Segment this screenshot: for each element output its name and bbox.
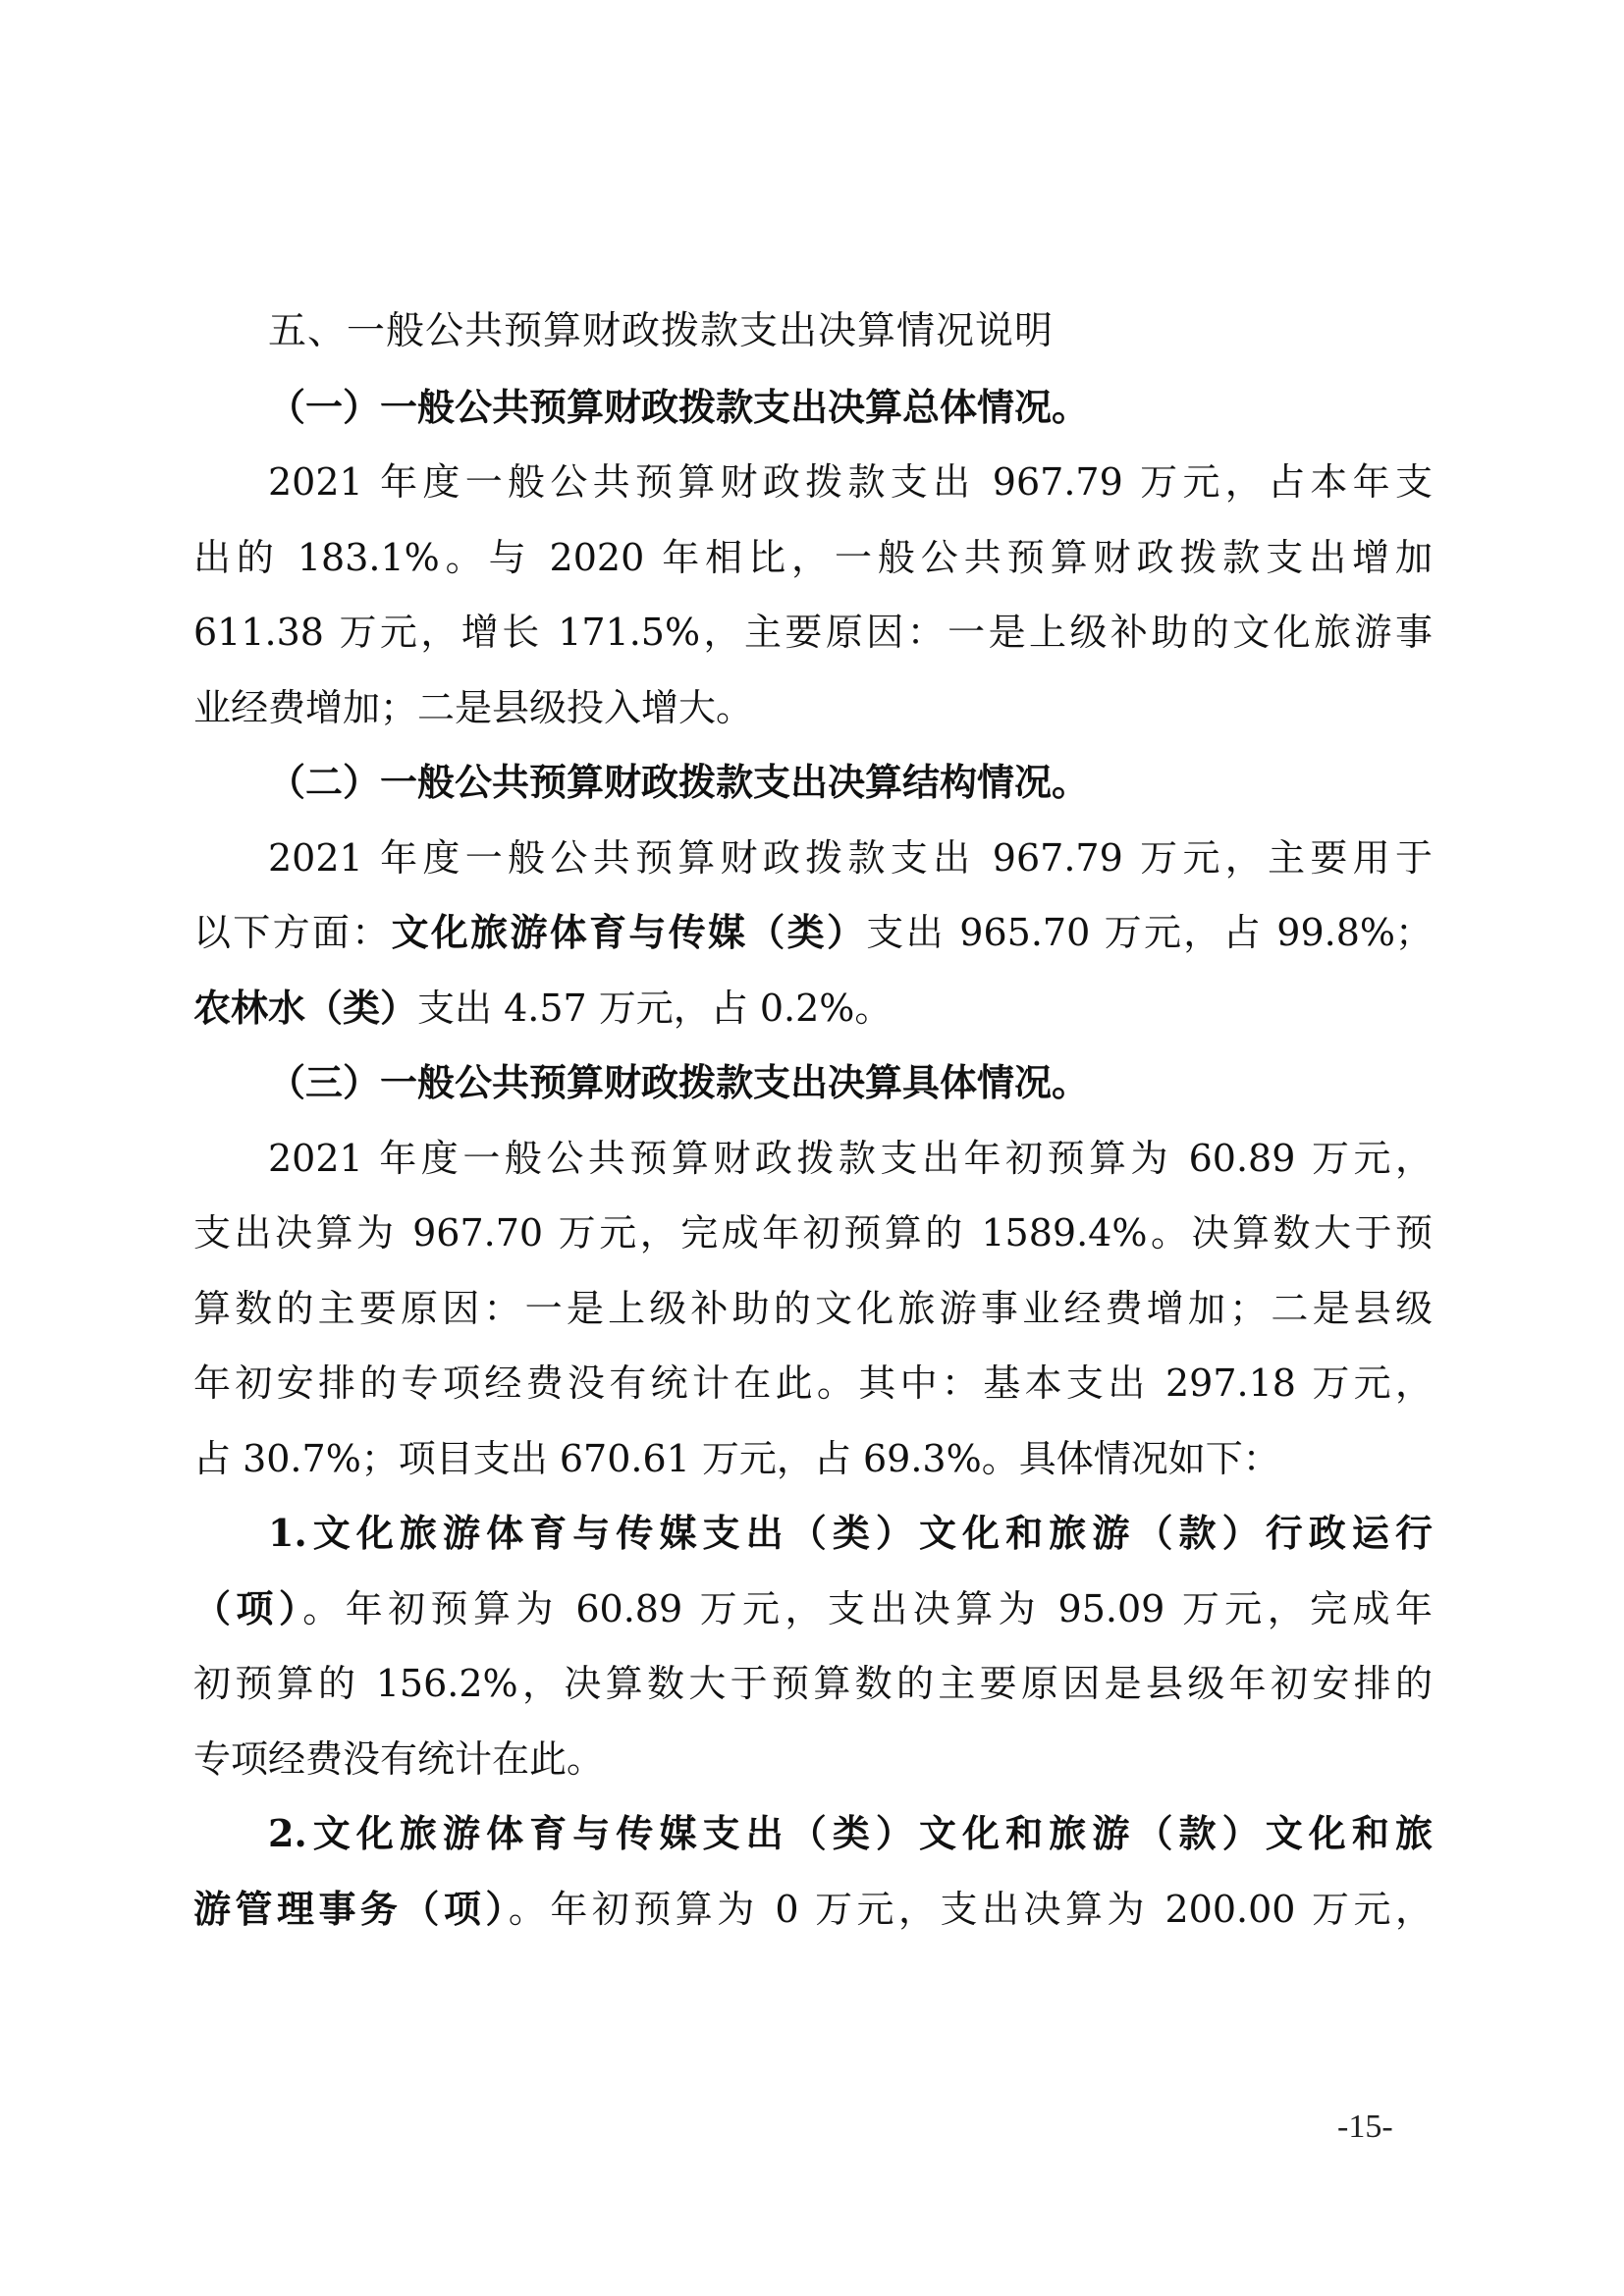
paragraph-1-line-1: 2021 年度一般公共预算财政拨款支出 967.79 万元，占本年支 xyxy=(268,460,1433,504)
item-1-title-end: （项） xyxy=(193,1585,303,1630)
item-2-title: 2.文化旅游体育与传媒支出（类）文化和旅游（款）文化和旅 xyxy=(268,1811,1433,1855)
paragraph-2-line-3-rest: 支出 4.57 万元，占 0.2%。 xyxy=(417,986,893,1030)
paragraph-3-line-3: 算数的主要原因：一是上级补助的文化旅游事业经费增加；二是县级 xyxy=(193,1286,1433,1330)
item-1-line-2-rest: 。年初预算为 60.89 万元，支出决算为 95.09 万元，完成年 xyxy=(302,1586,1433,1630)
page-number: -15- xyxy=(1337,2109,1393,2145)
paragraph-1-line-4: 业经费增加；二是县级投入增大。 xyxy=(193,685,754,729)
item-2-title-end: 游管理事务（项） xyxy=(193,1886,509,1931)
item-1-title: 1.文化旅游体育与传媒支出（类）文化和旅游（款）行政运行 xyxy=(268,1511,1433,1555)
paragraph-2-line-1: 2021 年度一般公共预算财政拨款支出 967.79 万元，主要用于 xyxy=(268,835,1433,880)
paragraph-1-line-2: 出的 183.1%。与 2020 年相比，一般公共预算财政拨款支出增加 xyxy=(193,535,1433,579)
paragraph-3-line-5: 占 30.7%；项目支出 670.61 万元，占 69.3%。具体情况如下： xyxy=(193,1436,1280,1480)
item-1-line-3: 初预算的 156.2%，决算数大于预算数的主要原因是县级年初安排的 xyxy=(193,1662,1433,1705)
item-2-line-2-rest: 。年初预算为 0 万元，支出决算为 200.00 万元， xyxy=(508,1887,1433,1931)
subsection-heading-3: （三）一般公共预算财政拨款支出决算具体情况。 xyxy=(268,1060,1090,1104)
section-title: 五、一般公共预算财政拨款支出决算情况说明 xyxy=(268,309,1055,353)
paragraph-2-line-2 xyxy=(193,895,1433,971)
paragraph-2-line-2-rest: 支出 965.70 万元，占 99.8%； xyxy=(866,911,1433,954)
item-2-line-2 xyxy=(193,1872,1433,1948)
subsection-heading-1: （一）一般公共预算财政拨款支出决算总体情况。 xyxy=(268,384,1090,429)
subsection-heading-2: （二）一般公共预算财政拨款支出决算结构情况。 xyxy=(268,760,1090,804)
document-body xyxy=(193,294,1433,1947)
paragraph-1-line-3: 611.38 万元，增长 171.5%，主要原因：一是上级补助的文化旅游事 xyxy=(193,611,1433,654)
paragraph-3-line-4: 年初安排的专项经费没有统计在此。其中：基本支出 297.18 万元， xyxy=(193,1362,1433,1405)
category-culture-tourism: 文化旅游体育与传媒（类） xyxy=(391,910,867,954)
item-1-line-2 xyxy=(193,1572,1433,1647)
item-1-line-4: 专项经费没有统计在此。 xyxy=(193,1736,605,1781)
paragraph-3-line-1: 2021 年度一般公共预算财政拨款支出年初预算为 60.89 万元， xyxy=(268,1136,1433,1180)
paragraph-2-line-3 xyxy=(193,971,1433,1046)
category-agriculture: 农林水（类） xyxy=(193,985,418,1030)
paragraph-3-line-2: 支出决算为 967.70 万元，完成年初预算的 1589.4%。决算数大于预 xyxy=(193,1211,1433,1255)
paragraph-2-line-2-prefix: 以下方面： xyxy=(193,911,392,954)
